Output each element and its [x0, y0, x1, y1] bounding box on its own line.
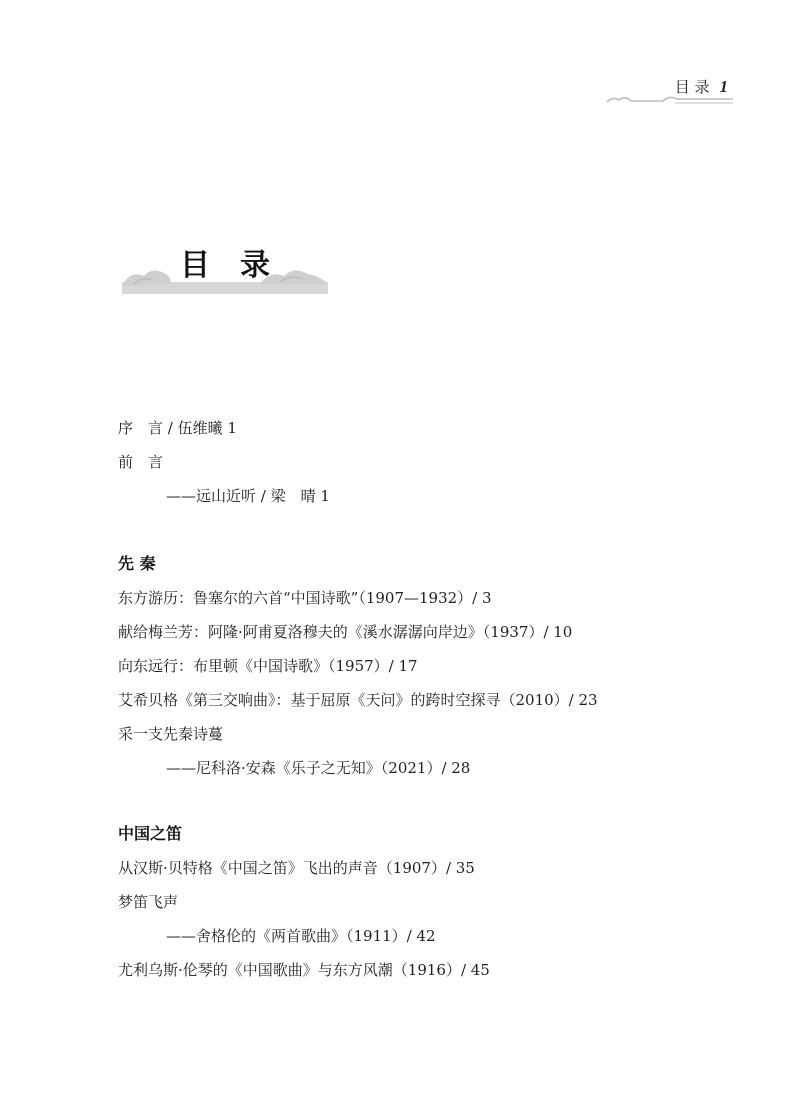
toc-entry: 尤利乌斯·伦琴的《中国歌曲》与东方风潮（1916）/ 45 [118, 961, 490, 979]
toc-entry: 向东远行：布里顿《中国诗歌》（1957）/ 17 [118, 657, 418, 675]
toc-entry-preface: 序 言 / 伍维曦 1 [118, 419, 237, 437]
header-cloud-ornament [605, 92, 735, 106]
toc-entry: 采一支先秦诗蔓 [118, 725, 224, 743]
toc-entry: 梦笛飞声 [118, 893, 179, 911]
table-of-contents [118, 411, 738, 987]
toc-entry: 从汉斯·贝特格《中国之笛》飞出的声音（1907）/ 35 [118, 859, 475, 877]
section-heading-xianqin: 先 秦 [118, 554, 156, 573]
toc-entry-subtitle: ——舍格伦的《两首歌曲》（1911）/ 42 [166, 927, 436, 945]
page-number: 1 [719, 77, 728, 96]
toc-entry-subtitle: ——尼科洛·安森《乐子之无知》（2021）/ 28 [166, 759, 471, 777]
toc-entry: 献给梅兰芳：阿隆·阿甫夏洛穆夫的《溪水潺潺向岸边》（1937）/ 10 [118, 623, 573, 641]
toc-entry-foreword-subtitle: ——远山近听 / 梁 晴 1 [166, 487, 330, 505]
running-head-label: 目 录 [674, 78, 710, 96]
title-block [120, 240, 330, 300]
toc-entry: 东方游历：鲁塞尔的六首“中国诗歌”（1907—1932）/ 3 [118, 589, 492, 607]
section-heading-chinese-flute: 中国之笛 [118, 824, 183, 843]
page-title: 目录 [180, 248, 300, 283]
toc-entry-foreword: 前 言 [118, 453, 164, 471]
toc-entry: 艾希贝格《第三交响曲》：基于屈原《天问》的跨时空探寻（2010）/ 23 [118, 691, 598, 709]
